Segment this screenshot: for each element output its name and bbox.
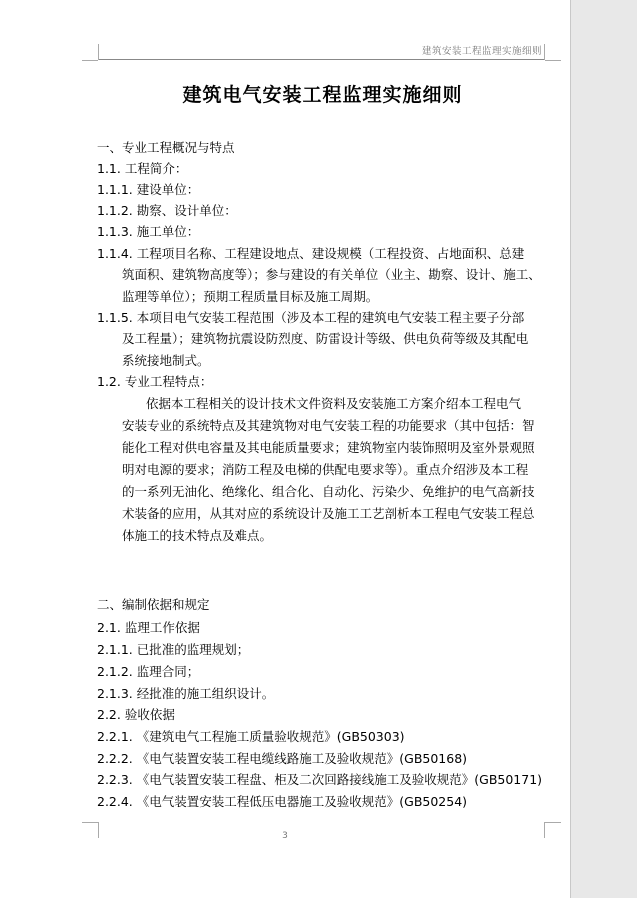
item-1-1-5-line-3: 系统接地制式。 <box>122 353 210 368</box>
para-line-4: 明对电源的要求；消防工程及电梯的供配电要求等）。重点介绍涉及本工程 <box>122 462 529 477</box>
item-1-1-2: 1.1.2. 勘察、设计单位： <box>97 203 237 218</box>
para-line-3: 能化工程对供电容量及其电能质量要求；建筑物室内装饰照明及室外景观照 <box>122 440 535 455</box>
section-heading-1: 一、专业工程概况与特点 <box>97 140 235 155</box>
heading-1-1: 1.1. 工程简介： <box>97 161 188 176</box>
item-1-1-5-line-2: 及工程量）；建筑物抗震设防烈度、防雷设计等级、供电负荷等级及其配电 <box>122 331 529 346</box>
item-1-1-3: 1.1.3. 施工单位： <box>97 224 200 239</box>
item-2-2-1: 2.2.1. 《建筑电气工程施工质量验收规范》(GB50303) <box>97 729 405 744</box>
item-1-1-5-line-1: 1.1.5. 本项目电气安装工程范围（涉及本工程的建筑电气安装工程主要子分部 <box>97 310 525 325</box>
page-number: 3 <box>282 831 288 841</box>
item-2-1-1: 2.1.1. 已批准的监理规划； <box>97 642 250 657</box>
crop-mark-bottom-right <box>545 822 561 823</box>
section-heading-2: 二、编制依据和规定 <box>97 597 210 612</box>
para-line-7: 体施工的技术特点及难点。 <box>122 528 273 543</box>
para-line-6: 术装备的应用，从其对应的系统设计及施工工艺剖析本工程电气安装工程总 <box>122 506 535 521</box>
document-title: 建筑电气安装工程监理实施细则 <box>182 84 463 106</box>
crop-mark-top-right <box>545 60 561 61</box>
item-2-2-2: 2.2.2. 《电气装置安装工程电缆线路施工及验收规范》(GB50168) <box>97 751 468 766</box>
para-line-1: 依据本工程相关的设计技术文件资料及安装施工方案介绍本工程电气 <box>146 396 522 411</box>
item-2-1-3: 2.1.3. 经批准的施工组织设计。 <box>97 686 275 701</box>
item-1-1-4-line-2: 筑面积、建筑物高度等）；参与建设的有关单位（业主、勘察、设计、施工、 <box>122 267 541 282</box>
heading-2-1: 2.1. 监理工作依据 <box>97 620 200 635</box>
item-2-1-2: 2.1.2. 监理合同； <box>97 664 200 679</box>
heading-2-2: 2.2. 验收依据 <box>97 707 175 722</box>
heading-1-2: 1.2. 专业工程特点： <box>97 374 213 389</box>
crop-mark-top-right-v <box>544 44 545 60</box>
crop-mark-top-left-v <box>98 44 99 60</box>
item-2-2-4: 2.2.4. 《电气装置安装工程低压电器施工及验收规范》(GB50254) <box>97 794 468 809</box>
item-1-1-4-line-3: 监理等单位）；预期工程质量目标及施工周期。 <box>122 289 379 304</box>
para-line-2: 安装专业的系统特点及其建筑物对电气安装工程的功能要求（其中包括：智 <box>122 418 535 433</box>
crop-mark-top-left <box>82 60 98 61</box>
item-1-1-4-line-1: 1.1.4. 工程项目名称、工程建设地点、建设规模（工程投资、占地面积、总建 <box>97 246 525 261</box>
window-gutter <box>570 0 637 898</box>
para-line-5: 的一系列无油化、绝缘化、组合化、自动化、污染少、免维护的电气高新技 <box>122 484 535 499</box>
item-1-1-1: 1.1.1. 建设单位： <box>97 182 200 197</box>
header-rule <box>99 59 545 60</box>
crop-mark-bottom-left <box>82 822 98 823</box>
running-header: 建筑安装工程监理实施细则 <box>421 46 542 57</box>
item-2-2-3: 2.2.3. 《电气装置安装工程盘、柜及二次回路接线施工及验收规范》(GB50171) <box>97 772 543 787</box>
